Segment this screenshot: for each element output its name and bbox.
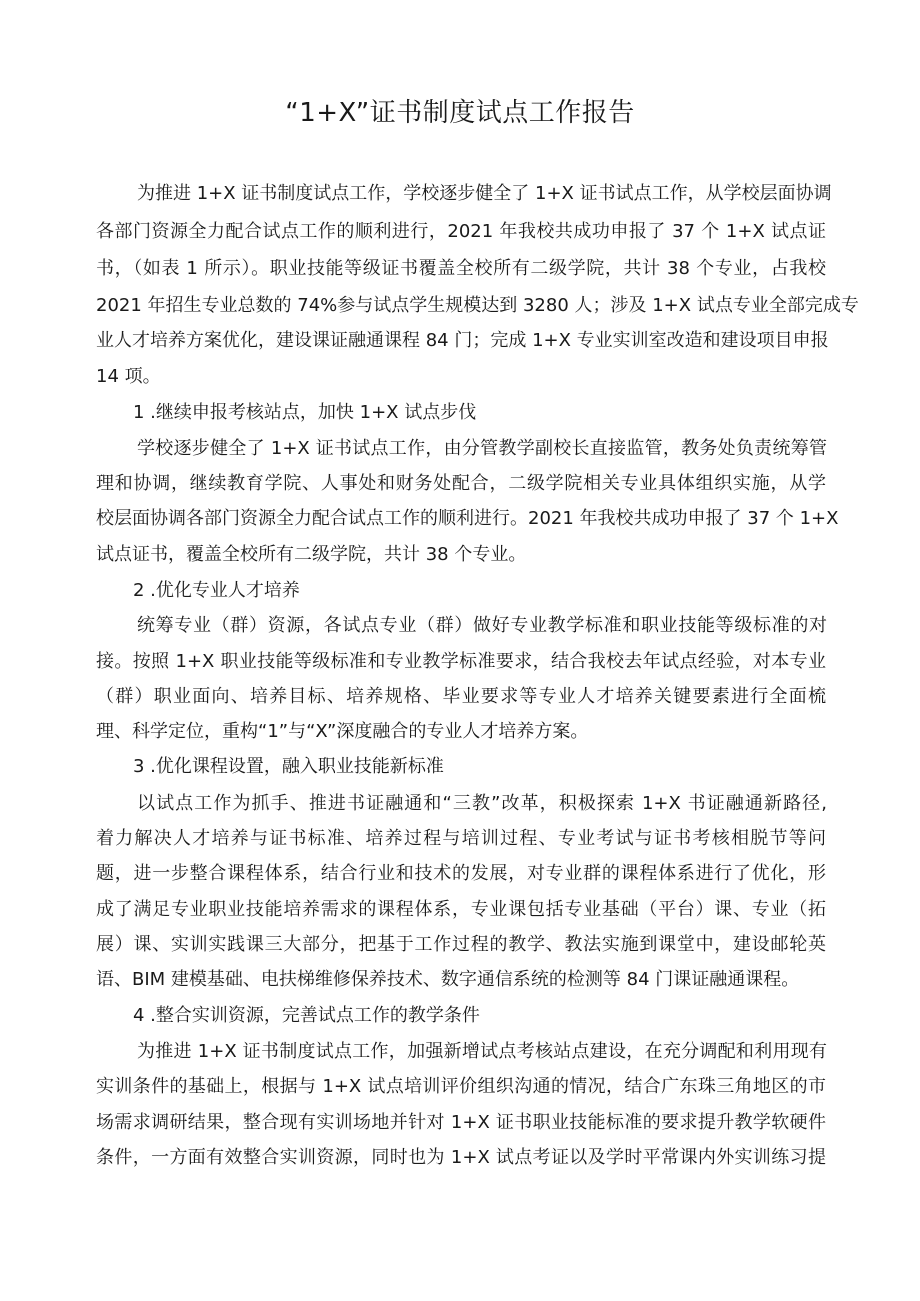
paragraph-line: 统筹专业（群）资源，各试点专业（群）做好专业教学标准和职业技能等级标准的对 [137, 615, 827, 636]
section-heading: 3 .优化课程设置，融入职业技能新标准 [133, 756, 444, 777]
section-heading: 2 .优化专业人才培养 [133, 580, 300, 601]
paragraph-line: 语、BIM 建模基础、电扶梯维修保养技术、数字通信系统的检测等 84 门课证融通课程。 [96, 969, 800, 990]
paragraph-line: 试点证书，覆盖全校所有二级学院，共计 38 个专业。 [96, 544, 527, 565]
paragraph-line: 实训条件的基础上，根据与 1+X 试点培训评价组织沟通的情况，结合广东珠三角地区的市 [96, 1076, 826, 1097]
section-heading: 4 .整合实训资源，完善试点工作的教学条件 [133, 1005, 480, 1026]
intro-line: 2021 年招生专业总数的 74%参与试点学生规模达到 3280 人；涉及 1+X 试点专业全部完成专 [96, 295, 859, 316]
paragraph-line: 理、科学定位，重构“1”与“X”深度融合的专业人才培养方案。 [96, 721, 589, 742]
intro-line: 14 项。 [96, 366, 161, 387]
intro-line: 为推进 1+X 证书制度试点工作，学校逐步健全了 1+X 证书试点工作，从学校层面协调 [137, 183, 832, 204]
paragraph-line: 条件，一方面有效整合实训资源，同时也为 1+X 试点考证以及学时平常课内外实训练习提 [96, 1147, 826, 1168]
paragraph-line: 着力解决人才培养与证书标准、培养过程与培训过程、专业考试与证书考核相脱节等问 [96, 828, 826, 849]
intro-line: 书，（如表 1 所示）。职业技能等级证书覆盖全校所有二级学院，共计 38 个专业，占我校 [96, 258, 826, 279]
paragraph-line: 学校逐步健全了 1+X 证书试点工作，由分管教学副校长直接监管，教务处负责统筹管 [137, 438, 827, 459]
paragraph-line: 校层面协调各部门资源全力配合试点工作的顺利进行。2021 年我校共成功申报了 37 个 1+X [96, 508, 839, 529]
intro-line: 各部门资源全力配合试点工作的顺利进行，2021 年我校共成功申报了 37 个 1+X 试点证 [96, 221, 826, 242]
paragraph-line: 展）课、实训实践课三大部分，把基于工作过程的教学、教法实施到课堂中，建设邮轮英 [96, 934, 826, 955]
paragraph-line: 以试点工作为抓手、推进书证融通和“三教”改革，积极探索 1+X 书证融通新路径, [137, 793, 827, 814]
section-heading: 1 .继续申报考核站点，加快 1+X 试点步伐 [133, 402, 477, 423]
paragraph-line: 接。按照 1+X 职业技能等级标准和专业教学标准要求，结合我校去年试点经验，对本专业 [96, 651, 826, 672]
document-title: “1+X”证书制度试点工作报告 [285, 98, 635, 128]
paragraph-line: 理和协调，继续教育学院、人事处和财务处配合，二级学院相关专业具体组织实施，从学 [96, 473, 826, 494]
paragraph-line: 场需求调研结果，整合现有实训场地并针对 1+X 证书职业技能标准的要求提升教学软硬件 [96, 1112, 826, 1133]
paragraph-line: 成了满足专业职业技能培养需求的课程体系，专业课包括专业基础（平台）课、专业（拓 [96, 899, 826, 920]
paragraph-line: （群）职业面向、培养目标、培养规格、毕业要求等专业人才培养关键要素进行全面梳 [96, 686, 826, 707]
paragraph-line: 题，进一步整合课程体系，结合行业和技术的发展，对专业群的课程体系进行了优化，形 [96, 863, 826, 884]
paragraph-line: 为推进 1+X 证书制度试点工作，加强新增试点考核站点建设，在充分调配和利用现有 [137, 1041, 827, 1062]
intro-line: 业人才培养方案优化，建设课证融通课程 84 门；完成 1+X 专业实训室改造和建设项目申报 [96, 330, 829, 351]
